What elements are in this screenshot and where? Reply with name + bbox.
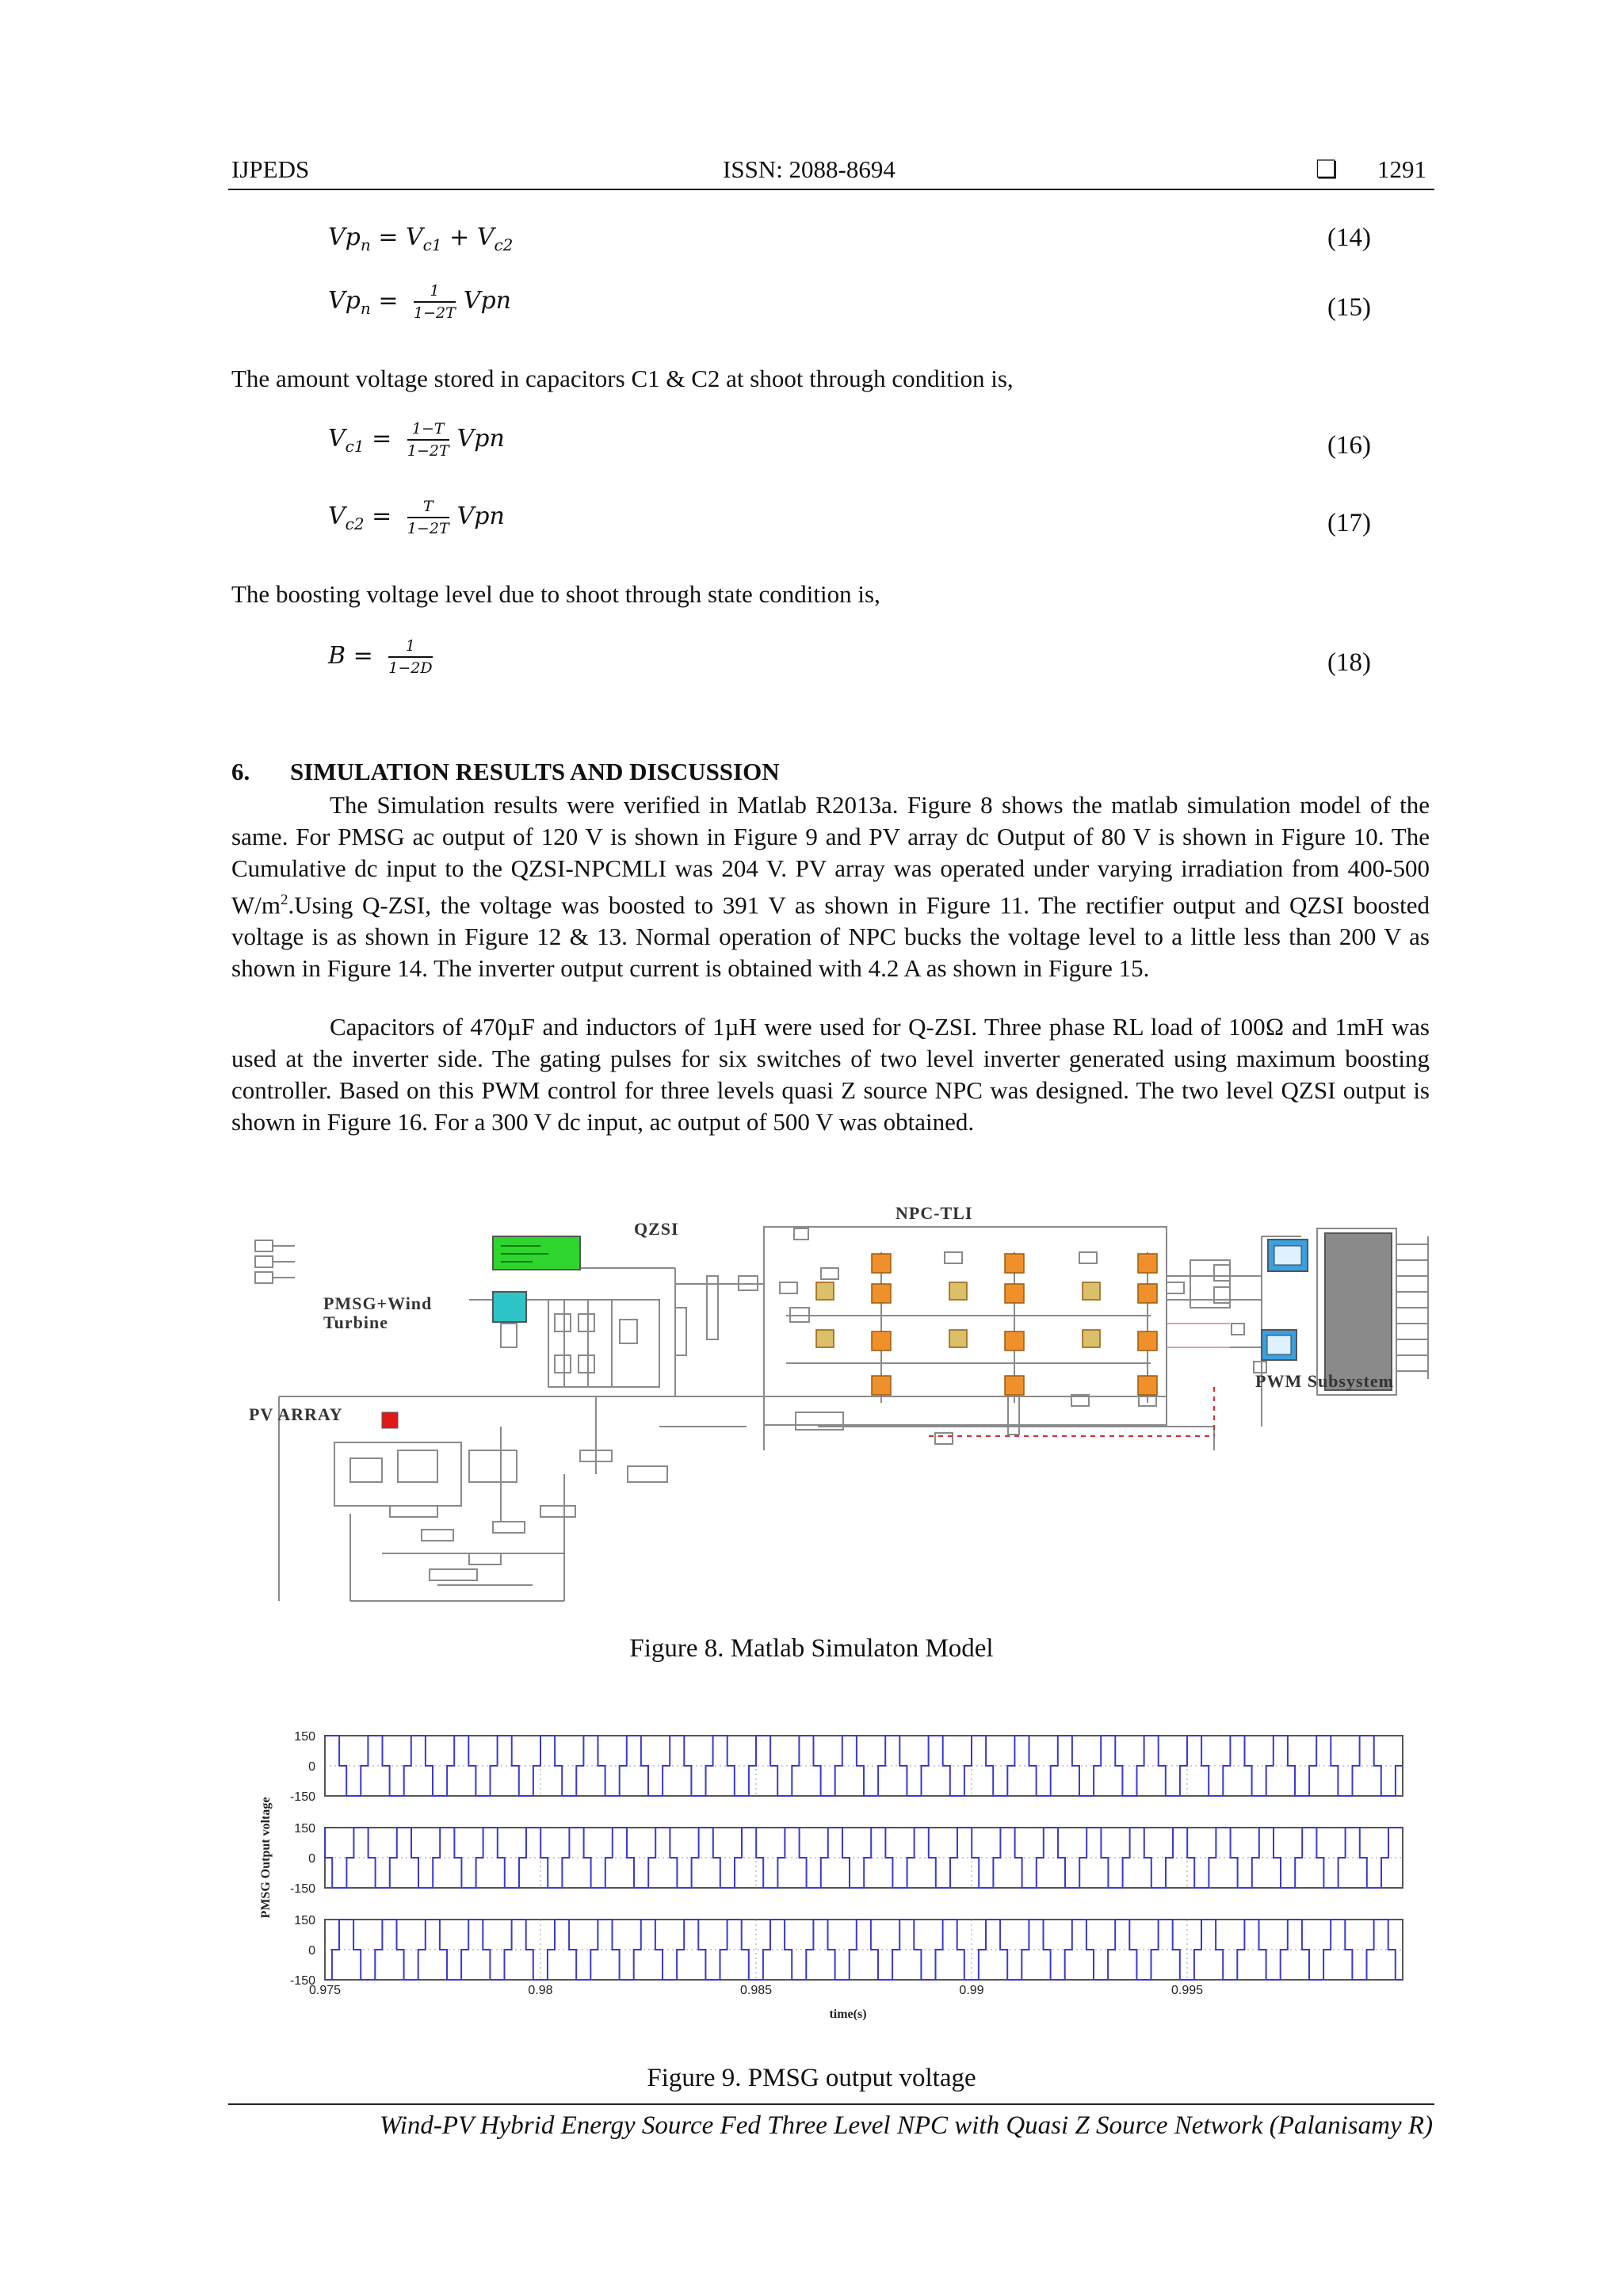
equation-14: $Vp_n = V_{c1} + V_{c2}$ xyxy=(328,223,514,254)
equation-14-number: (14) xyxy=(1327,223,1371,252)
x-tick-label: 0.985 xyxy=(739,1984,773,1997)
page-number: 1291 xyxy=(1377,155,1426,183)
footer-rule xyxy=(228,2103,1434,2105)
journal-name: IJPEDS xyxy=(231,155,310,183)
equation-18-number: (18) xyxy=(1327,648,1371,677)
box-icon: ❏ xyxy=(1316,155,1338,183)
x-axis-label: time(s) xyxy=(829,2008,867,2021)
x-tick-label: 0.995 xyxy=(1170,1984,1204,1997)
x-tick-label: 0.98 xyxy=(528,1984,553,1997)
y-tick-label: 0 xyxy=(308,1944,315,1958)
capacitors-intro: The amount voltage stored in capacitors C1 & C2 at shoot through condition is, xyxy=(231,365,1014,392)
label-pv-array: PV ARRAY xyxy=(249,1404,343,1424)
figure-9-caption: Figure 9. PMSG output voltage xyxy=(647,2064,976,2092)
paragraph-components: Capacitors of 470µF and inductors of 1µH were used for Q-ZSI. Three phase RL load of 100Ω and 1mH was used at the inverter side. The gating pulses for six switches of two level inverter generated using maximum boosting controller. Based on this PWM control for three levels quasi Z source NPC was designed. The two level QZSI output is shown in Figure 16. For a 300 V dc input, ac output of 500 V was obtained. xyxy=(231,1013,1430,1136)
equation-17-number: (17) xyxy=(1327,509,1371,537)
label-npc-tli: NPC-TLI xyxy=(896,1203,973,1223)
simulink-model-svg xyxy=(231,1189,1452,1617)
npc-frame xyxy=(764,1227,1167,1425)
equation-18: B = $\frac{1}{1-2D}$ xyxy=(328,637,433,677)
figure-9-chart xyxy=(246,1720,1434,2037)
footer-running-title: Wind-PV Hybrid Energy Source Fed Three Level NPC with Quasi Z Source Network (Palanisamy R) xyxy=(380,2111,1433,2140)
label-pwm-subsystem: PWM Subsystem xyxy=(1255,1371,1394,1391)
x-tick-label: 0.975 xyxy=(308,1984,342,1997)
x-tick-label: 0.99 xyxy=(959,1984,984,1997)
section-title: SIMULATION RESULTS AND DISCUSSION xyxy=(290,758,780,785)
label-qzsi: QZSI xyxy=(634,1219,679,1239)
figure-8-diagram xyxy=(231,1189,1452,1617)
y-tick-label: 150 xyxy=(294,1822,315,1836)
y-tick-label: 0 xyxy=(308,1852,315,1866)
wind-turbine-block xyxy=(493,1292,526,1322)
issn: ISSN: 2088-8694 xyxy=(723,155,896,183)
boost-intro: The boosting voltage level due to shoot through state condition is, xyxy=(231,580,880,608)
label-turbine: Turbine xyxy=(323,1312,389,1332)
equation-16: $V_{c1}$ = $\frac{1-T}{1-2T}$ Vpn xyxy=(328,420,505,460)
pmsg-voltage-chart xyxy=(246,1720,1434,2037)
paragraph-results: The Simulation results were verified in Matlab R2013a. Figure 8 shows the matlab simulation model of the same. For PMSG ac output of 120 V is shown in Figure 9 and PV array dc Output of 80 V is shown in Figure 10. The Cumulative dc input to the QZSI-NPCMLI was 204 V. PV array was operated under varying irradiation from 400-500 $W/m^2.Using$ Q-ZSI, the voltage was boosted to 391 V as shown in Figure 11. The rectifier output and QZSI boosted voltage is as shown in Figure 12 & 13. Normal operation of NPC bucks the voltage level to a little less than 200 V as shown in Figure 14. The inverter output current is obtained with 4.2 A as shown in Figure 15. xyxy=(231,791,1430,983)
equation-17: $V_{c2}$ = $\frac{T}{1-2T}$ Vpn xyxy=(328,498,505,537)
pwm-subsystem-block xyxy=(1325,1233,1392,1390)
equation-15-number: (15) xyxy=(1327,293,1371,322)
header-rule xyxy=(228,189,1434,190)
y-tick-label: -150 xyxy=(289,1974,315,1988)
figure-8-caption: Figure 8. Matlab Simulaton Model xyxy=(629,1634,994,1663)
y-tick-label: 150 xyxy=(294,1914,315,1927)
pv-array-block xyxy=(382,1412,398,1428)
y-tick-label: -150 xyxy=(289,1790,315,1804)
equation-16-number: (16) xyxy=(1327,431,1371,460)
y-tick-label: -150 xyxy=(289,1882,315,1896)
y-tick-label: 150 xyxy=(294,1730,315,1744)
y-axis-label: PMSG Output voltage xyxy=(259,1797,273,1919)
label-pmsg-wind: PMSG+Wind xyxy=(323,1293,433,1313)
y-tick-label: 0 xyxy=(308,1760,315,1774)
equation-15: $Vp_n$ = $\frac{1}{1-2T}$ Vpn xyxy=(328,282,511,322)
section-number: 6. xyxy=(231,758,250,785)
